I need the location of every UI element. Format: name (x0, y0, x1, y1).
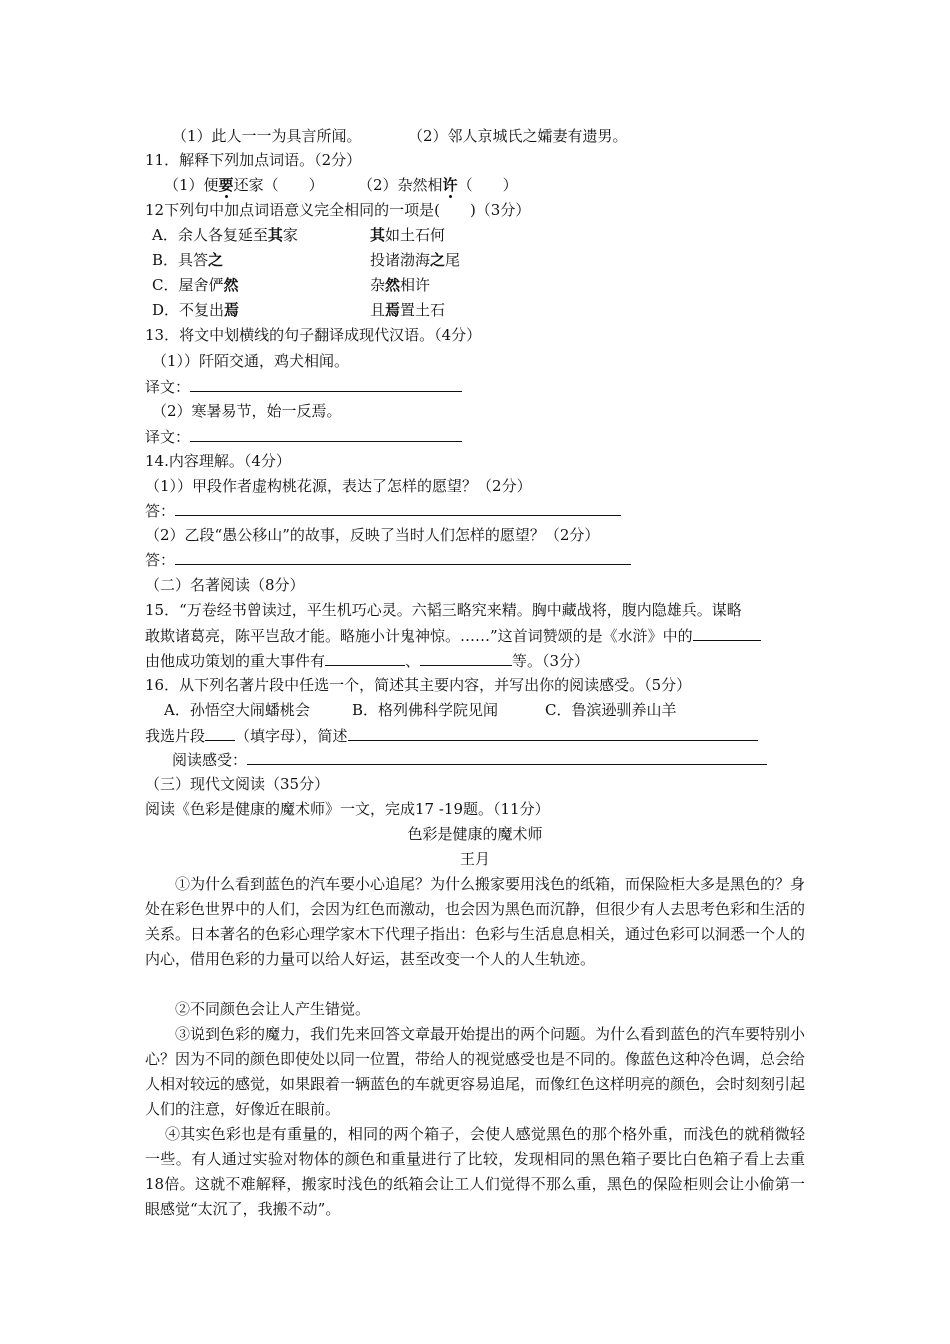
article-title: 色彩是健康的魔术师 (407, 825, 543, 843)
dotted-word: 之 (208, 251, 224, 269)
answer-line-1: 答： (145, 500, 621, 521)
question-12: 12下列句中加点词语意义完全相同的一项是( )（3分） (145, 201, 531, 219)
question-16-select-line: 我选片段 （填字母），简述 (145, 725, 758, 746)
question-16: 16．从下列名著片段中任选一个，简述其主要内容，并写出你的阅读感受。（5分） (145, 676, 692, 694)
answer-blank[interactable] (190, 376, 462, 392)
question-11-item-2: （2）杂然相许（ ） (358, 176, 518, 194)
question-11-item-1: （1）便要还家（ ） (164, 176, 324, 194)
question-12-option-d-left: D．不复出焉 (152, 301, 240, 319)
answer-blank[interactable] (190, 426, 462, 442)
dotted-word: 其 (267, 226, 283, 244)
question-15-line-2: 敢欺诸葛亮，陈平岂敌才能。略施小计鬼神惊。……”这首词赞颂的是《水浒》中的 (145, 625, 761, 646)
dotted-word: 然 (223, 276, 239, 294)
question-12-option-d-right: 且焉置土石 (370, 301, 446, 319)
dotted-word: 之 (430, 251, 446, 269)
question-14-item-1: （1））甲段作者虚构桃花源，表达了怎样的愿望？（2分） (145, 477, 532, 495)
question-12-option-c-left: C．屋舍俨然 (152, 276, 239, 294)
dotted-word: 然 (385, 276, 401, 294)
sentence-2: （2）邻人京城氏之孀妻有遗男。 (408, 127, 628, 145)
answer-blank[interactable] (247, 749, 767, 765)
section-3-heading: （三）现代文阅读（35分） (145, 775, 330, 793)
question-14-item-2: （2）乙段“愚公移山”的故事，反映了当时人们怎样的愿望？（2分） (145, 526, 600, 544)
paragraph-4: ④其实色彩也是有重量的，相同的两个箱子，会使人感觉黑色的那个格外重，而浅色的就稍微轻一些。有人通过实验对物体的颜色和重量进行了比较，发现相同的黑色箱子要比白色箱子看上去重18倍。这就不难解释，搬家时浅色的纸箱会让工人们觉得不那么重，黑色的保险柜则会让小偷第一眼感觉“太沉了，我搬不动”。 (145, 1125, 805, 1218)
question-13-item-2: （2）寒暑易节，始一反焉。 (152, 402, 342, 420)
dotted-word: 其 (370, 226, 386, 244)
answer-blank[interactable] (325, 650, 405, 666)
dotted-word: 要 (218, 176, 234, 194)
answer-blank[interactable] (175, 500, 621, 516)
question-15-line-3: 由他成功策划的重大事件有 、 等。（3分） (145, 652, 590, 670)
paragraph-2: ②不同颜色会让人产生错觉。 (175, 1000, 371, 1018)
reading-intro: 阅读《色彩是健康的魔术师》一文，完成17 -19题。（11分） (145, 800, 550, 818)
question-11: 11．解释下列加点词语。（2分） (145, 151, 362, 169)
question-12-option-c-right: 杂然相许 (370, 276, 431, 294)
question-13-item-1: （1））阡陌交通，鸡犬相闻。 (152, 352, 350, 370)
question-16-feeling-line: 阅读感受： (172, 749, 767, 770)
answer-blank[interactable] (693, 625, 761, 641)
answer-blank[interactable] (205, 725, 235, 741)
translation-line-2: 译文： (145, 426, 462, 447)
section-2-heading: （二）名著阅读（8分） (145, 576, 305, 594)
question-16-option-b: B．格列佛科学院见闻 (352, 701, 499, 719)
sentence-line-1 (172, 126, 362, 146)
answer-blank[interactable] (420, 650, 512, 666)
answer-blank[interactable] (175, 549, 631, 565)
article-author: 王月 (459, 850, 490, 868)
question-16-option-a: A．孙悟空大闹蟠桃会 (164, 701, 310, 719)
dotted-word: 焉 (224, 301, 240, 319)
question-14: 14.内容理解。（4分） (145, 452, 291, 470)
question-13: 13．将文中划横线的句子翻译成现代汉语。（4分） (145, 326, 482, 344)
paragraph-1: ①为什么看到蓝色的汽车要小心追尾？为什么搬家要用浅色的纸箱，而保险柜大多是黑色的？身处在彩色世界中的人们，会因为红色而激动，也会因为黑色而沉静，但很少有人去思考色彩和生活的关系。日本著名的色彩心理学家木下代理子指出：色彩与生活息息相关，通过色彩可以洞悉一个人的内心，借用色彩的力量可以给人好运，甚至改变一个人的人生轨迹。 (145, 875, 806, 968)
question-12-option-a-right: 其如土石何 (370, 226, 446, 244)
translation-line-1: 译文： (145, 376, 462, 397)
question-12-option-a-left: A．余人各复延至其家 (152, 226, 298, 244)
sentence-1: （1）此人一一为具言所闻。 (172, 127, 362, 145)
question-12-option-b-right: 投诸渤海之尾 (370, 251, 461, 269)
dotted-word: 焉 (385, 301, 401, 319)
question-16-option-c: C．鲁滨逊驯养山羊 (545, 701, 677, 719)
dotted-word: 许 (442, 176, 458, 194)
answer-line-2: 答： (145, 549, 631, 570)
answer-blank[interactable] (348, 725, 758, 741)
question-12-option-b-left: B．具答之 (152, 251, 224, 269)
paragraph-3: ③说到色彩的魔力，我们先来回答文章最开始提出的两个问题。为什么看到蓝色的汽车要特别小心？因为不同的颜色即使处以同一位置，带给人的视觉感受也是不同的。像蓝色这种冷色调，总会给人相对较远的感觉，如果跟着一辆蓝色的车就更容易追尾，而像红色这样明亮的颜色，会时刻刻引起人们的注意，好像近在眼前。 (145, 1025, 806, 1118)
question-15-line-1: 15．“万卷经书曾读过，平生机巧心灵。六韬三略究来精。胸中藏战将，腹内隐雄兵。谋略 (145, 601, 742, 619)
